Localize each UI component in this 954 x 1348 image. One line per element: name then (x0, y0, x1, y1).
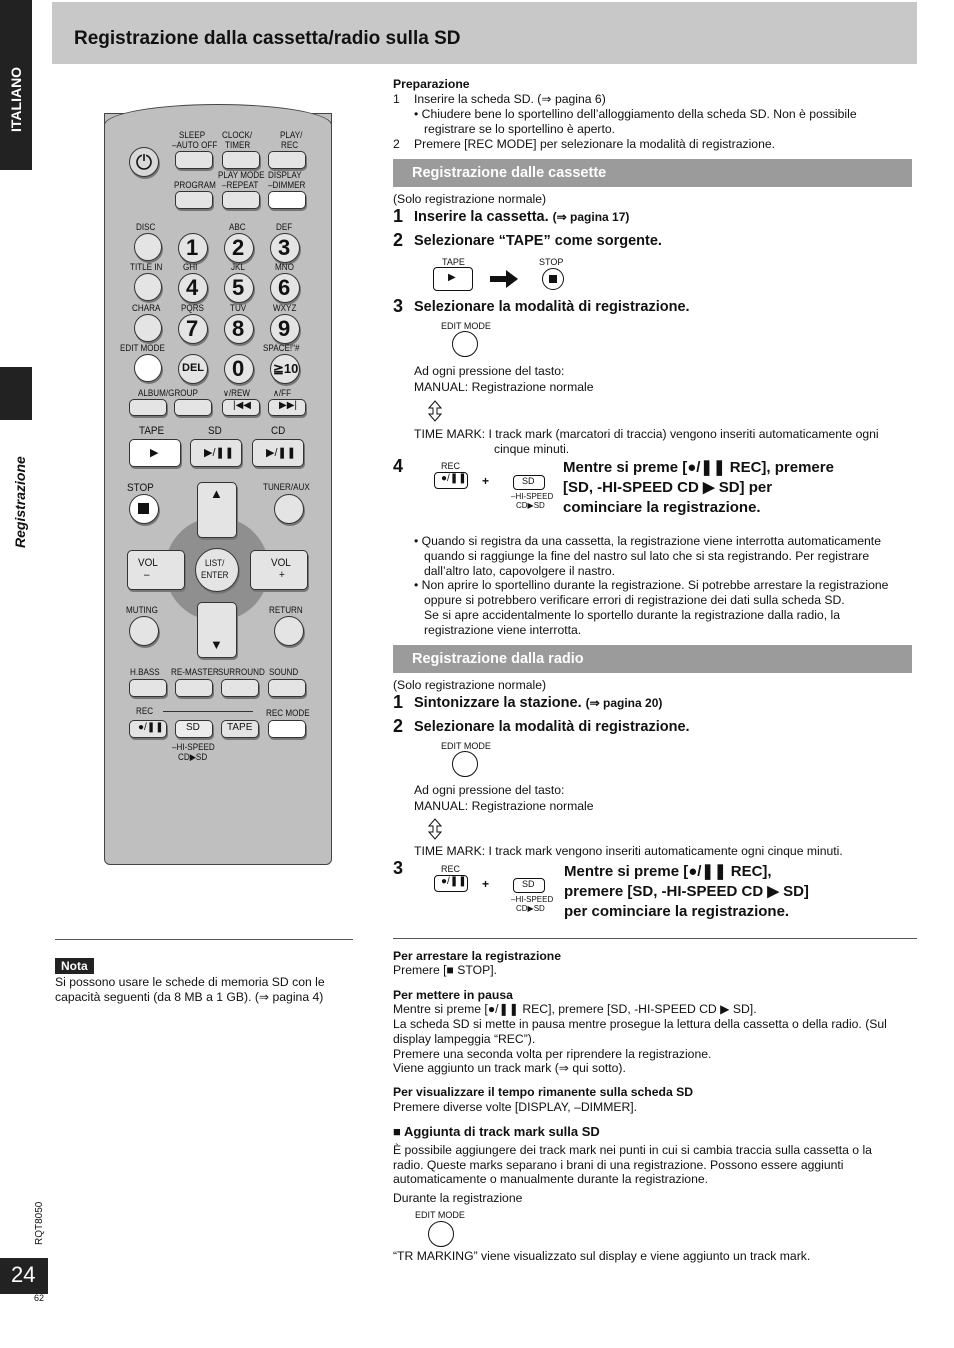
cassette-time-mark: TIME MARK: I track mark (marcatori di traccia) vengono inseriti automaticamente ogni (414, 427, 879, 441)
sd-mini-button: SD (513, 475, 545, 490)
page-sub-number: 62 (34, 1293, 45, 1303)
tape-button-label: TAPE (442, 257, 465, 267)
track-line-2: radio. Queste marks separano i brani di una registrazione. Possono essere aggiunti (393, 1158, 844, 1172)
surround-button[interactable] (221, 679, 259, 697)
cassette-manual: MANUAL: Registrazione normale (414, 380, 594, 394)
cd-play-pause-button[interactable] (252, 439, 304, 467)
radio-sd-mini-button: SD (513, 878, 545, 893)
radio-time-mark: TIME MARK: I track mark vengono inseriti automaticamente ogni cinque minuti. (414, 844, 843, 858)
stop-icon (549, 275, 557, 283)
stop-button-label: STOP (539, 257, 564, 267)
down-button[interactable] (197, 602, 237, 658)
toggle-arrows-icon (428, 818, 442, 840)
program-button[interactable] (175, 191, 213, 209)
cassette-step-3-num: 3 (393, 296, 404, 316)
key-3[interactable]: 3 (270, 233, 300, 263)
cassette-step-1-num: 1 (393, 206, 404, 226)
label-tuv: TUV (230, 303, 247, 313)
label-tape: TAPE (139, 425, 165, 437)
section-tab (0, 367, 32, 420)
radio-step-3-line-3: per cominciare la registrazione. (564, 903, 790, 920)
pause-title: Per mettere in pausa (393, 988, 513, 1002)
label-dimmer: –DIMMER (268, 180, 306, 190)
title-in-button[interactable] (134, 273, 162, 301)
stop-text: Premere [■ STOP]. (393, 963, 497, 977)
cassette-bullet-2: • Non aprire lo sportellino durante la registrazione. Si potrebbe arrestare la registrazione (414, 578, 889, 592)
label-rec-bottom: REC (136, 706, 154, 716)
cassette-bullet-1: • Quando si registra da una cassetta, la registrazione viene interrotta automaticamente (414, 534, 881, 548)
play-rec-button[interactable] (268, 151, 306, 169)
label-edit-mode: EDIT MODE (120, 343, 165, 353)
bottom-edit-mode-mini-button (428, 1221, 454, 1247)
stop-mini-button (542, 268, 564, 290)
re-master-button[interactable] (175, 679, 213, 697)
label-hi-speed: –HI-SPEED (172, 742, 215, 752)
cassette-step-1: Inserire la cassetta. (⇒ pagina 17) (414, 209, 630, 225)
label-abc: ABC (229, 222, 246, 232)
cdsd-label: CD▶SD (516, 501, 545, 510)
radio-cdsd-label: CD▶SD (516, 904, 545, 913)
prep-item-2: Premere [REC MODE] per selezionare la modalità di registrazione. (414, 137, 776, 151)
label-enter: ENTER (201, 570, 229, 580)
radio-note: (Solo registrazione normale) (393, 678, 547, 692)
sleep-button[interactable] (175, 151, 213, 169)
radio-manual: MANUAL: Registrazione normale (414, 799, 594, 813)
cassette-note: (Solo registrazione normale) (393, 192, 547, 206)
key-0[interactable]: 0 (224, 354, 254, 384)
label-stop: STOP (127, 482, 154, 494)
up-button[interactable] (197, 482, 237, 538)
nota-line-1: Si possono usare le schede di memoria SD con le (55, 975, 325, 989)
tape-play-mini-button (433, 267, 473, 291)
vol-down-button[interactable] (127, 550, 185, 590)
edit-mode-label: EDIT MODE (441, 321, 491, 331)
sound-button[interactable] (268, 679, 306, 697)
cassette-step-4-line-3: cominciare la registrazione. (563, 499, 761, 516)
rec-button[interactable] (129, 720, 167, 738)
pause-line-1: Mentre si preme [●/❚❚ REC], premere [SD, -HI-SPEED CD ▶ SD]. (393, 1002, 757, 1016)
radio-press-each: Ad ogni pressione del tasto: (414, 783, 565, 797)
radio-step-3-line-1: Mentre si preme [●/❚❚ REC], (564, 863, 772, 880)
prep-title: Preparazione (393, 77, 470, 91)
radio-hispeed-label: –HI-SPEED (511, 895, 554, 904)
pause-line-5: Viene aggiunto un track mark (⇒ qui sotto). (393, 1061, 626, 1075)
h-bass-button[interactable] (129, 679, 167, 697)
label-ff: ∧/FF (273, 388, 292, 398)
rec-mini-button (434, 472, 468, 489)
clock-timer-button[interactable] (222, 151, 260, 169)
tuner-aux-button[interactable] (274, 494, 304, 524)
skip-back-icon: |◀◀ (233, 400, 251, 411)
key-1[interactable]: 1 (178, 233, 208, 263)
play-pause-icon: ▶/❚❚ (204, 447, 234, 459)
muting-button[interactable] (129, 616, 159, 646)
cassette-press-each: Ad ogni pressione del tasto: (414, 364, 565, 378)
prep-bullet-1: • Chiudere bene lo sportellino dell’alloggiamento della scheda SD. Non è possibile (414, 107, 857, 121)
label-play: PLAY/ (280, 130, 303, 140)
label-vol-left: VOL (138, 557, 158, 569)
sd-play-pause-button[interactable] (190, 439, 242, 467)
return-button[interactable] (274, 616, 304, 646)
key-8[interactable]: 8 (224, 314, 254, 344)
ff-button[interactable] (268, 399, 306, 416)
label-cd-sd: CD▶SD (178, 752, 208, 762)
radio-edit-mode-mini-button (452, 751, 478, 777)
play-icon: ▶ (150, 447, 159, 459)
cassette-step-4-line-1: Mentre si preme [●/❚❚ REC], premere (563, 459, 834, 476)
label-tuner-aux: TUNER/AUX (263, 482, 310, 492)
edit-mode-mini-button (452, 331, 478, 357)
label-timer: TIMER (225, 140, 251, 150)
radio-step-2: Selezionare la modalità di registrazione. (414, 719, 690, 735)
prep-num-2: 2 (393, 137, 400, 151)
radio-step-2-num: 2 (393, 716, 404, 736)
remote-control-illustration (104, 113, 332, 865)
label-album-group: ALBUM/GROUP (138, 388, 198, 398)
label-rec: REC (281, 140, 299, 150)
edit-mode-button[interactable] (134, 354, 162, 382)
doc-code: RQT8050 (34, 1201, 45, 1245)
label-list: LIST/ (205, 558, 225, 568)
up-arrow-icon: ▲ (210, 486, 223, 501)
label-jkl: JKL (231, 262, 245, 272)
label-chara: CHARA (132, 303, 161, 313)
label-vol-plus: + (279, 569, 285, 581)
play-icon: ▶ (448, 272, 456, 283)
display-button[interactable] (268, 191, 306, 209)
rec-pause-icon: ●/❚❚ (138, 722, 164, 733)
radio-plus-sign: + (482, 877, 490, 891)
play-mode-button[interactable] (222, 191, 260, 209)
key-7[interactable]: 7 (178, 314, 208, 344)
time-text: Premere diverse volte [DISPLAY, –DIMMER]. (393, 1100, 638, 1114)
cassette-bullet-2d: registrazione viene interrotta. (424, 623, 582, 637)
label-sleep: SLEEP (179, 130, 206, 140)
skip-forward-icon: ▶▶| (279, 400, 297, 411)
play-pause-icon: ▶/❚❚ (266, 447, 296, 459)
toggle-arrows-icon (428, 400, 442, 422)
label-sd: SD (208, 425, 222, 437)
during-recording: Durante la registrazione (393, 1191, 523, 1205)
key-4[interactable]: 4 (178, 273, 208, 303)
label-wxyz: WXYZ (273, 303, 297, 313)
track-mark-title: ■ Aggiunta di track mark sulla SD (393, 1124, 600, 1139)
rec-pause-icon: ●/❚❚ (441, 473, 467, 484)
label-muting: MUTING (126, 605, 158, 615)
rec-pause-icon: ●/❚❚ (441, 876, 467, 887)
label-rec-mode: REC MODE (266, 708, 310, 718)
final-note: “TR MARKING” viene visualizzato sul display e viene aggiunto un track mark. (393, 1249, 811, 1263)
label-vol-minus: – (144, 569, 150, 581)
bottom-edit-mode-label: EDIT MODE (415, 1210, 465, 1220)
cassette-step-4-num: 4 (393, 456, 404, 476)
rec-link-line (163, 711, 253, 712)
album-up-button[interactable] (174, 399, 212, 416)
label-vol-right: VOL (271, 557, 291, 569)
label-repeat: –REPEAT (222, 180, 259, 190)
cassette-bullet-1c: dall’altro lato, capovolgere il nastro. (424, 564, 616, 578)
label-disc: DISC (136, 222, 156, 232)
rec-mode-button[interactable] (268, 720, 306, 738)
label-rew: ∨/REW (223, 388, 251, 398)
key-6[interactable]: 6 (270, 273, 300, 303)
cassette-time-mark-2: cinque minuti. (494, 442, 570, 456)
tape-play-button[interactable] (129, 439, 181, 467)
radio-rec-label: REC (441, 864, 461, 874)
rew-button[interactable] (222, 399, 260, 416)
ge10-button[interactable]: ≧10 (270, 354, 300, 384)
radio-rec-mini-button (434, 875, 468, 892)
language-label: ITALIANO (8, 66, 24, 132)
label-clock: CLOCK/ (222, 130, 253, 140)
key-2[interactable]: 2 (224, 233, 254, 263)
prep-item-1: Inserire la scheda SD. (⇒ pagina 6) (414, 92, 606, 106)
cassette-step-2: Selezionare “TAPE” come sorgente. (414, 233, 662, 249)
album-down-button[interactable] (129, 399, 167, 416)
page-title: Registrazione dalla cassetta/radio sulla SD (74, 28, 461, 49)
hispeed-label: –HI-SPEED (511, 492, 554, 501)
label-pqrs: PQRS (181, 303, 204, 313)
radio-edit-mode-label: EDIT MODE (441, 741, 491, 751)
label-auto-off: –AUTO OFF (172, 140, 218, 150)
tape-button[interactable]: TAPE (221, 720, 259, 738)
stop-button[interactable] (129, 494, 159, 524)
label-surround: SURROUND (218, 667, 265, 677)
prep-bullet-1b: registrare se lo sportellino è aperto. (424, 122, 616, 136)
chara-button[interactable] (134, 314, 162, 342)
label-cd: CD (271, 425, 286, 437)
key-9[interactable]: 9 (270, 314, 300, 344)
page-number: 24 (11, 1262, 36, 1287)
stop-icon (138, 503, 149, 514)
bottom-divider (393, 938, 917, 939)
nota-label: Nota (55, 958, 94, 974)
time-title: Per visualizzare il tempo rimanente sulla scheda SD (393, 1085, 694, 1099)
section-label: Registrazione (12, 456, 28, 548)
cassette-bullet-1b: quando si raggiunge la fine del nastro sul lato che si sta registrando. Per registrare (424, 549, 870, 563)
cassette-step-2-num: 2 (393, 230, 404, 250)
track-line-1: È possibile aggiungere dei track mark nei punti in cui si cambia traccia sulla cassetta o la (393, 1143, 872, 1157)
power-icon (129, 147, 159, 177)
disc-button[interactable] (134, 233, 162, 261)
pause-line-3: display lampeggia “REC”). (393, 1032, 536, 1046)
section-heading-cassette: Registrazione dalle cassette (393, 159, 912, 187)
label-ghi: GHI (183, 262, 198, 272)
label-program: PROGRAM (174, 180, 216, 190)
pause-line-2: La scheda SD si mette in pausa mentre prosegue la lettura della cassetta o della radio. (Sul (393, 1017, 887, 1031)
label-h-bass: H.BASS (130, 667, 160, 677)
stop-title: Per arrestare la registrazione (393, 949, 562, 963)
sd-button[interactable]: SD (175, 720, 213, 738)
label-play-mode: PLAY MODE (218, 170, 265, 180)
cassette-step-3: Selezionare la modalità di registrazione. (414, 299, 690, 315)
key-5[interactable]: 5 (224, 273, 254, 303)
arrow-right-icon (490, 270, 518, 288)
label-sound: SOUND (269, 667, 299, 677)
radio-step-1: Sintonizzare la stazione. (⇒ pagina 20) (414, 695, 663, 711)
cassette-step-4-line-2: [SD, -HI-SPEED CD ▶ SD] per (563, 479, 773, 496)
nota-divider (55, 939, 353, 940)
radio-step-3-num: 3 (393, 858, 404, 878)
label-display: DISPLAY (268, 170, 302, 180)
rec-label: REC (441, 461, 461, 471)
radio-step-1-num: 1 (393, 692, 404, 712)
nota-line-2: capacità seguenti (da 8 MB a 1 GB). (⇒ pagina 4) (55, 990, 324, 1004)
radio-step-3-line-2: premere [SD, -HI-SPEED CD ▶ SD] (564, 883, 809, 900)
pause-line-4: Premere una seconda volta per riprendere la registrazione. (393, 1047, 712, 1061)
plus-sign: + (482, 474, 490, 488)
label-mno: MNO (275, 262, 294, 272)
section-heading-radio: Registrazione dalla radio (393, 645, 912, 673)
label-title-in: TITLE IN (130, 262, 163, 272)
down-arrow-icon: ▼ (210, 637, 223, 652)
del-button[interactable]: DEL (178, 354, 208, 384)
track-line-3: automaticamente o manualmente durante la registrazione. (393, 1172, 709, 1186)
label-re-master: RE-MASTER (171, 667, 219, 677)
label-return: RETURN (269, 605, 303, 615)
label-def: DEF (276, 222, 293, 232)
label-space: SPACE!"# (263, 343, 300, 353)
page-header (52, 2, 917, 64)
cassette-bullet-2c: Se si apre accidentalmente lo sportello durante la registrazione dalla radio, la (424, 608, 840, 622)
cassette-bullet-2b: oppure si potrebbero verificare errori di registrazione dei dati sulla scheda SD. (424, 593, 845, 607)
prep-num-1: 1 (393, 92, 400, 106)
